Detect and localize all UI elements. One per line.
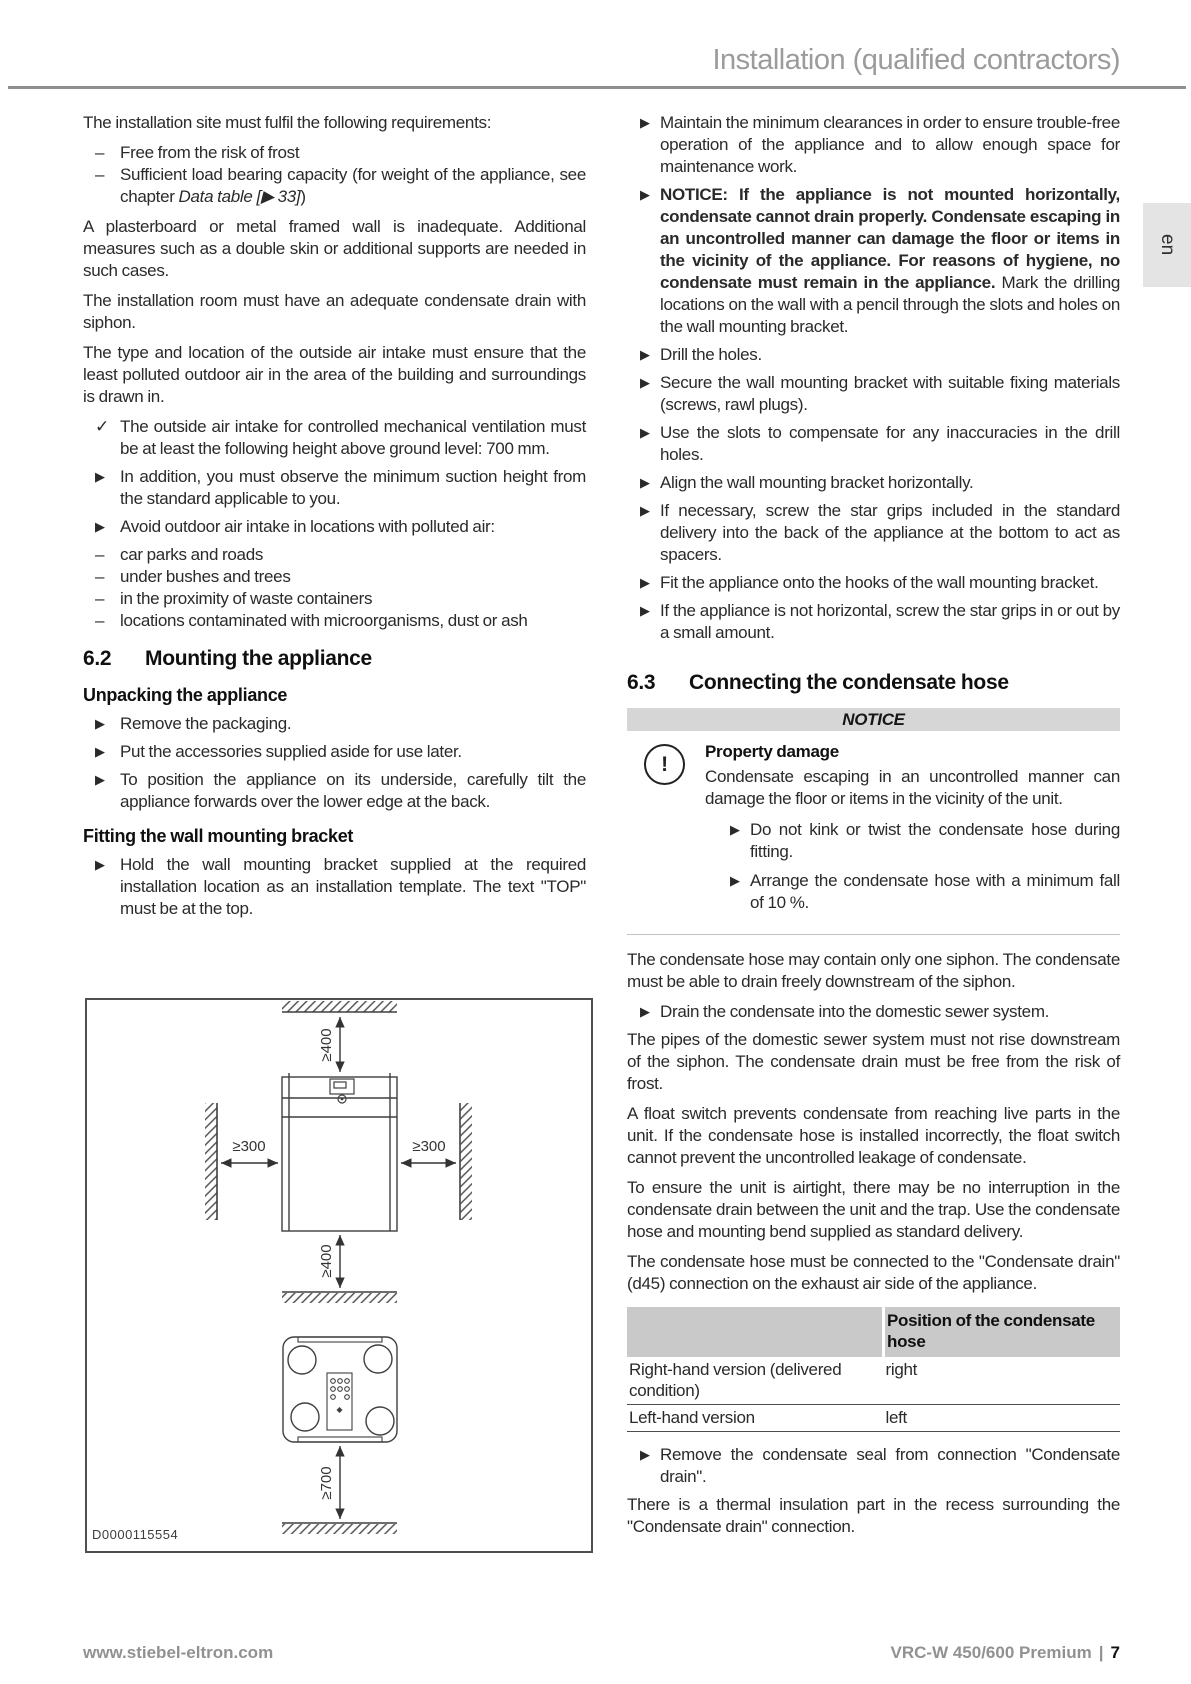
paragraph: To ensure the unit is airtight, there may be no interruption in the condensate drain between the unit and the trap. Use the condensate hose and mounting bend supplied as standard delivery. bbox=[627, 1178, 1120, 1241]
list-item-text: In addition, you must observe the minimum suction height from the standard applicable to you. bbox=[120, 467, 586, 508]
bullet-triangle-icon: ▶ bbox=[95, 744, 105, 759]
site-requirements-list bbox=[83, 142, 586, 208]
subheading-unpacking: Unpacking the appliance bbox=[83, 685, 288, 705]
bullet-triangle-icon: ▶ bbox=[95, 772, 105, 787]
list-item-text: If necessary, screw the star grips included in the standard delivery into the back of the appliance at the bottom to act as spacers. bbox=[660, 501, 1120, 564]
paragraph: There is a thermal insulation part in the recess surrounding the "Condensate drain" connection. bbox=[627, 1495, 1120, 1536]
list-item-text: To position the appliance on its underside, carefully tilt the appliance forwards over the lower edge at the back. bbox=[120, 770, 586, 811]
list-item-text: in the proximity of waste containers bbox=[120, 589, 373, 608]
paragraph: A float switch prevents condensate from reaching live parts in the unit. If the condensate hose is installed incorrectly, the float switch cannot prevent the uncontrolled leakage of condensate. bbox=[627, 1104, 1120, 1167]
action-item bbox=[627, 1001, 1120, 1023]
paragraph: The installation room must have an adequate condensate drain with siphon. bbox=[83, 291, 586, 332]
table-row bbox=[627, 1357, 1120, 1405]
list-item-text: Align the wall mounting bracket horizontally. bbox=[660, 473, 974, 492]
bullet-triangle-icon: ▶ bbox=[640, 375, 650, 390]
drawing-id: D0000115554 bbox=[92, 1527, 179, 1542]
action-item bbox=[83, 516, 586, 538]
action-item bbox=[627, 112, 1120, 178]
list-item-text-suffix: ) bbox=[300, 187, 306, 206]
language-tab-label: en bbox=[1157, 234, 1178, 256]
bullet-triangle-icon: ▶ bbox=[640, 347, 650, 362]
appliance-front-view bbox=[282, 1073, 397, 1231]
bullet-triangle-icon: ▶ bbox=[640, 503, 650, 518]
header-rule bbox=[8, 86, 1186, 89]
action-item bbox=[730, 819, 1120, 863]
list-item-text: locations contaminated with microorganisms, dust or ash bbox=[120, 611, 528, 630]
checked-item bbox=[83, 416, 586, 460]
notice-body-text: Condensate escaping in an uncontrolled manner can damage the floor or items in the vicinity of the unit. bbox=[705, 767, 1120, 808]
bullet-triangle-icon: ▶ bbox=[95, 519, 105, 534]
bullet-triangle-icon: ▶ bbox=[95, 469, 105, 484]
paragraph: The condensate hose may contain only one siphon. The condensate must be able to drain freely downstream of the siphon. bbox=[627, 950, 1120, 991]
list-item-text: Arrange the condensate hose with a minimum fall of 10 %. bbox=[750, 871, 1120, 912]
bullet-triangle-icon: ▶ bbox=[640, 575, 650, 590]
right-column bbox=[627, 112, 1120, 1546]
list-item-text: under bushes and trees bbox=[120, 567, 291, 586]
action-item-notice bbox=[627, 184, 1120, 338]
list-item-text: If the appliance is not horizontal, screw the star grips in or out by a small amount. bbox=[660, 601, 1120, 642]
dim-right: ≥300 bbox=[412, 1138, 446, 1155]
table-header-row bbox=[627, 1307, 1120, 1357]
notice-box-body bbox=[627, 741, 1120, 914]
left-wall-hatch bbox=[205, 1103, 217, 1220]
notice-bold-text: NOTICE: If the appliance is not mounted horizontally, condensate cannot drain properly. Condensate escaping in an uncontrolled manner can damage the floor or items in the vicinity of the appliance. For reasons of hygiene, no condensate must remain in the appliance. bbox=[660, 185, 1120, 292]
table-row bbox=[627, 1405, 1120, 1432]
page-title: Installation (qualified contractors) bbox=[712, 44, 1120, 76]
list-item-text: Remove the condensate seal from connection "Condensate drain". bbox=[660, 1445, 1120, 1486]
paragraph: A plasterboard or metal framed wall is inadequate. Additional measures such as a double skin or additional supports are needed in such cases. bbox=[83, 217, 586, 280]
bullet-triangle-icon: ▶ bbox=[640, 425, 650, 440]
footer-website: www.stiebel-eltron.com bbox=[83, 1643, 274, 1662]
paragraph: The condensate hose must be connected to the "Condensate drain" (d45) connection on the exhaust air side of the appliance. bbox=[627, 1252, 1120, 1293]
bullet-triangle-icon: ▶ bbox=[730, 822, 740, 837]
list-item-text: Remove the packaging. bbox=[120, 714, 292, 733]
list-item-text: The outside air intake for controlled mechanical ventilation must be at least the following height above ground level: 700 mm. bbox=[120, 417, 586, 458]
action-item bbox=[627, 344, 1120, 366]
action-item bbox=[627, 572, 1120, 594]
dim-top: ≥400 bbox=[317, 1028, 335, 1062]
list-item-text bbox=[120, 164, 586, 208]
list-item-text: Put the accessories supplied aside for use later. bbox=[120, 742, 462, 761]
page-footer bbox=[83, 1643, 1120, 1663]
dash-icon: – bbox=[95, 165, 105, 184]
paragraph: The installation site must fulfil the following requirements: bbox=[83, 113, 492, 132]
list-item-text: Drain the condensate into the domestic sewer system. bbox=[660, 1002, 1050, 1021]
action-item bbox=[83, 854, 586, 920]
dash-icon: – bbox=[95, 567, 105, 586]
list-item bbox=[83, 566, 586, 588]
notice-title: Property damage bbox=[705, 742, 839, 761]
list-item-text: Maintain the minimum clearances in order to ensure trouble-free operation of the appliance and to allow enough space for maintenance work. bbox=[660, 113, 1120, 176]
dash-icon: – bbox=[95, 589, 105, 608]
bullet-triangle-icon: ▶ bbox=[95, 716, 105, 731]
condensate-hose-position-table bbox=[627, 1307, 1120, 1432]
list-item-text: car parks and roads bbox=[120, 545, 264, 564]
table-cell-value: right bbox=[884, 1357, 1121, 1405]
table-header-position: Position of the condensate hose bbox=[884, 1307, 1121, 1357]
list-item-text: Do not kink or twist the condensate hose during fitting. bbox=[750, 820, 1120, 861]
checkmark-icon: ✓ bbox=[95, 417, 109, 436]
left-column bbox=[83, 112, 586, 926]
bullet-triangle-icon: ▶ bbox=[640, 1004, 650, 1019]
action-item bbox=[83, 741, 586, 763]
bullet-triangle-icon: ▶ bbox=[730, 873, 740, 888]
chapter-reference: Data table [▶ 33] bbox=[178, 187, 301, 206]
footer-right bbox=[891, 1643, 1120, 1663]
list-item-text-prefix: Sufficient load bearing capacity (for weight of the appliance, see chapter bbox=[120, 165, 586, 206]
bullet-triangle-icon: ▶ bbox=[640, 475, 650, 490]
action-item bbox=[627, 600, 1120, 644]
table-cell-label: Right-hand version (delivered condition) bbox=[627, 1357, 884, 1405]
list-item-text: Fit the appliance onto the hooks of the wall mounting bracket. bbox=[660, 573, 1099, 592]
bullet-triangle-icon: ▶ bbox=[640, 187, 650, 202]
paragraph: The pipes of the domestic sewer system must not rise downstream of the siphon. The condensate drain must be free from the risk of frost. bbox=[627, 1030, 1120, 1093]
notice-normal-text: Mark the drilling locations on the wall with a pencil through the slots and holes on the wall mounting bracket. bbox=[660, 273, 1121, 336]
footer-separator: | bbox=[1098, 1643, 1104, 1662]
action-item bbox=[627, 372, 1120, 416]
dim-bottom-front: ≥400 bbox=[317, 1244, 335, 1278]
list-item-text: Use the slots to compensate for any inaccuracies in the drill holes. bbox=[660, 423, 1120, 464]
action-item bbox=[730, 870, 1120, 914]
section-heading-6-2 bbox=[83, 646, 586, 672]
bullet-triangle-icon: ▶ bbox=[640, 1447, 650, 1462]
table-cell-label: Left-hand version bbox=[627, 1405, 884, 1432]
list-item-text: Drill the holes. bbox=[660, 345, 762, 364]
polluted-locations-list bbox=[83, 544, 586, 632]
dash-icon: – bbox=[95, 611, 105, 630]
action-item bbox=[627, 422, 1120, 466]
action-item bbox=[83, 466, 586, 510]
list-item-text bbox=[660, 184, 1120, 338]
exclamation-icon: ! bbox=[644, 744, 685, 785]
list-item-text: Free from the risk of frost bbox=[120, 143, 300, 162]
section-heading-6-3 bbox=[627, 670, 1120, 696]
bullet-triangle-icon: ▶ bbox=[95, 857, 105, 872]
section-title: Connecting the condensate hose bbox=[689, 671, 1009, 694]
appliance-top-view bbox=[283, 1337, 397, 1442]
right-wall-hatch bbox=[460, 1103, 472, 1220]
dim-below: ≥700 bbox=[317, 1466, 335, 1500]
list-item-text: Hold the wall mounting bracket supplied at the required installation location as an installation template. The text "TOP" must be at the top. bbox=[120, 855, 586, 918]
floor-hatch bbox=[282, 1523, 397, 1534]
clearance-diagram bbox=[85, 998, 593, 1553]
list-item bbox=[83, 588, 586, 610]
footer-page-number: 7 bbox=[1110, 1643, 1120, 1662]
section-title: Mounting the appliance bbox=[145, 647, 372, 670]
bullet-triangle-icon: ▶ bbox=[640, 115, 650, 130]
list-item bbox=[83, 142, 586, 164]
subheading-fitting: Fitting the wall mounting bracket bbox=[83, 826, 354, 846]
language-tab bbox=[1143, 203, 1191, 287]
list-item bbox=[83, 544, 586, 566]
middle-surface-hatch bbox=[282, 1292, 397, 1303]
table-header-empty bbox=[627, 1307, 884, 1357]
action-item bbox=[627, 472, 1120, 494]
dim-left: ≥300 bbox=[232, 1138, 266, 1155]
notice-box bbox=[627, 708, 1120, 935]
paragraph: The type and location of the outside air intake must ensure that the least polluted outdoor air in the area of the building and surroundings is drawn in. bbox=[83, 343, 586, 406]
dash-icon: – bbox=[95, 545, 105, 564]
list-item-text: Secure the wall mounting bracket with suitable fixing materials (screws, rawl plugs). bbox=[660, 373, 1120, 414]
section-number: 6.2 bbox=[83, 647, 112, 670]
section-number: 6.3 bbox=[627, 671, 656, 694]
ceiling-hatch bbox=[282, 1001, 397, 1012]
footer-model: VRC-W 450/600 Premium bbox=[890, 1643, 1092, 1662]
action-item bbox=[627, 500, 1120, 566]
list-item-text: Avoid outdoor air intake in locations with polluted air: bbox=[120, 517, 495, 536]
notice-box-header: NOTICE bbox=[627, 708, 1120, 731]
action-item bbox=[83, 713, 586, 735]
list-item bbox=[83, 610, 586, 632]
bullet-triangle-icon: ▶ bbox=[640, 603, 650, 618]
list-item bbox=[83, 164, 586, 208]
action-item bbox=[83, 769, 586, 813]
table-cell-value: left bbox=[884, 1405, 1121, 1432]
action-item bbox=[627, 1444, 1120, 1488]
dash-icon: – bbox=[95, 143, 105, 162]
